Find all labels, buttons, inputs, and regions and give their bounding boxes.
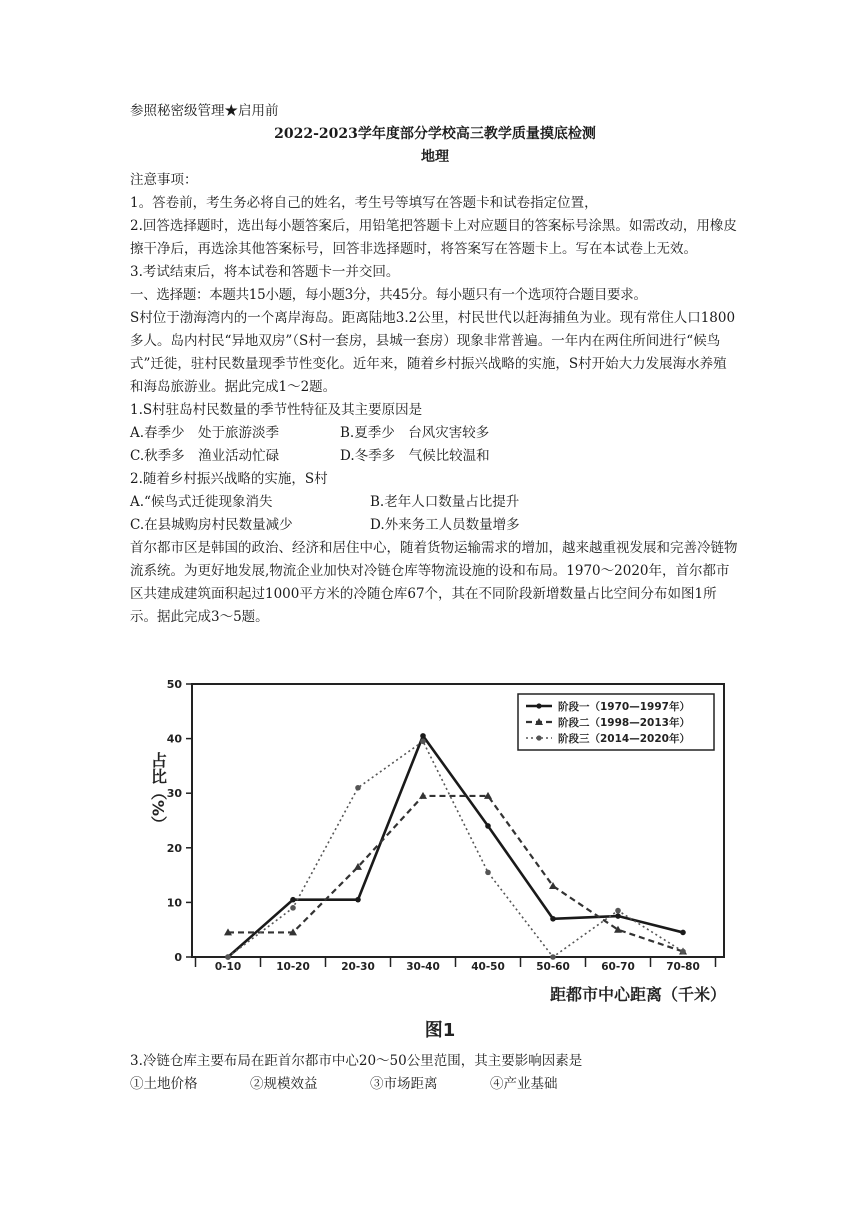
notice-item: 3.考试结束后，将本试卷和答题卡一并交回。 <box>130 264 400 280</box>
question-3-block <box>130 1050 740 1096</box>
figure-label: 图1 <box>424 1020 456 1041</box>
question-1-option-a: A.春季少 处于旅游淡季 <box>130 425 280 441</box>
series-3-point <box>615 908 621 914</box>
question-3-option-4: ④产业基础 <box>490 1076 558 1092</box>
y-tick-label: 20 <box>166 841 182 855</box>
y-tick-label: 30 <box>166 787 182 801</box>
security-label: 参照秘密级管理★启用前 <box>130 103 279 119</box>
question-3-option-1: ①土地价格 <box>130 1076 198 1092</box>
question-1-option-b: B.夏季少 台风灾害较多 <box>340 425 490 441</box>
series-line-3 <box>228 741 683 957</box>
question-3-option-3: ③市场距离 <box>370 1076 438 1092</box>
question-3-stem: 3.冷链仓库主要布局在距首尔都市中心20～50公里范围，其主要影响因素是 <box>130 1053 583 1069</box>
y-axis-label: 占比（%） <box>148 752 168 833</box>
series-1-point <box>680 930 686 936</box>
series-1-point <box>550 916 556 922</box>
x-tick-label: 30-40 <box>406 961 440 973</box>
series-1-point <box>420 733 426 739</box>
series-3-point <box>680 949 686 955</box>
question-1-option-c: C.秋季多 渔业活动忙碌 <box>130 448 280 464</box>
series-1-point <box>355 897 361 903</box>
question-2-options-row <box>130 514 740 537</box>
legend-label-3: 阶段三（2014—2020年） <box>558 733 690 745</box>
x-tick-label: 70-80 <box>666 961 700 973</box>
question-2-option-b: B.老年人口数量占比提升 <box>370 494 520 510</box>
x-tick-label: 40-50 <box>471 961 505 973</box>
question-3-options-row <box>130 1073 740 1096</box>
legend-label-1: 阶段一（1970—1997年） <box>558 701 690 713</box>
passage-1: S村位于渤海湾内的一个离岸海岛。距离陆地3.2公里，村民世代以赶海捕鱼为业。现有常住人口1800多人。岛内村民“异地双房”（S村一套房，县城一套房）现象非常普遍。一年内在两住所间进行“候鸟式”迁徙，驻村民数量现季节性变化。近年来，随着乡村振兴战略的实施，S村开始大力发展海水养殖和海岛旅游业。据此完成1～2题。 <box>130 310 736 395</box>
series-line-2 <box>228 796 683 952</box>
series-3-point <box>550 954 556 960</box>
legend-marker-3 <box>536 735 541 740</box>
series-2-point <box>419 792 427 799</box>
question-1-options-row <box>130 445 740 468</box>
section-heading: 一、选择题：本题共15小题，每小题3分，共45分。每小题只有一个选项符合题目要求。 <box>130 287 647 303</box>
x-tick-label: 50-60 <box>536 961 570 973</box>
question-2-option-a: A.“候鸟式迁徙现象消失 <box>130 494 273 510</box>
x-tick-label: 10-20 <box>276 961 310 973</box>
figure-1-chart <box>140 672 740 1042</box>
y-tick-label: 50 <box>166 678 182 691</box>
notice-heading: 注意事项： <box>130 172 198 188</box>
notice-item: 1。答卷前，考生务必将自己的姓名，考生号等填写在答题卡和试卷指定位置， <box>130 195 598 211</box>
y-tick-label: 10 <box>166 896 182 910</box>
line-chart <box>140 672 740 1042</box>
series-line-1 <box>228 736 683 957</box>
x-axis-label: 距都市中心距离（千米） <box>549 985 726 1004</box>
question-1-stem: 1.S村驻岛村民数量的季节性特征及其主要原因是 <box>130 402 423 418</box>
subject-title: 地理 <box>421 149 449 165</box>
exam-page <box>130 100 740 629</box>
question-2-option-c: C.在县城购房村民数量减少 <box>130 517 293 533</box>
question-2-option-d: D.外来务工人员数量增多 <box>370 517 520 533</box>
x-tick-label: 0-10 <box>214 961 242 973</box>
series-3-point <box>225 954 231 960</box>
question-3-option-2: ②规模效益 <box>250 1076 318 1092</box>
question-1-options-row <box>130 422 740 445</box>
legend-marker-1 <box>536 703 541 708</box>
passage-2: 首尔都市区是韩国的政治、经济和居住中心，随着货物运输需求的增加，越来越重视发展和完善冷链物流系统。为更好地发展,物流企业加快对冷链仓库等物流设施的设和布局。1970～2020年，首尔都市区共建成建筑面积起过1000平方米的冷随仓库67个，其在不同阶段新增数量占比空间分布如图1所示。据此完成3～5题。 <box>130 540 738 625</box>
series-1-point <box>615 913 621 919</box>
question-2-options-row <box>130 491 740 514</box>
series-3-point <box>420 739 426 745</box>
legend-label-2: 阶段二（1998—2013年） <box>558 717 690 729</box>
y-tick-label: 0 <box>174 951 182 964</box>
x-tick-label: 60-70 <box>601 961 635 973</box>
question-2-stem: 2.随着乡村振兴战略的实施，S村 <box>130 471 328 487</box>
series-3-point <box>485 870 491 876</box>
notice-item: 2.回答选择题时，选出每小题答案后，用铅笔把答题卡上对应题目的答案标号涂黑。如需改动，用橡皮擦干净后，再选涂其他答案标号，回答非选择题时，将答案写在答题卡上。写在本试卷上无效。 <box>130 218 737 257</box>
question-1-option-d: D.冬季多 气候比较温和 <box>340 448 490 464</box>
series-3-point <box>290 905 296 911</box>
y-tick-label: 40 <box>166 732 182 746</box>
series-1-point <box>485 823 491 829</box>
series-1-point <box>290 897 296 903</box>
exam-title: 2022-2023学年度部分学校高三教学质量摸底检测 <box>274 126 596 142</box>
x-tick-label: 20-30 <box>341 961 375 973</box>
series-3-point <box>355 785 361 791</box>
